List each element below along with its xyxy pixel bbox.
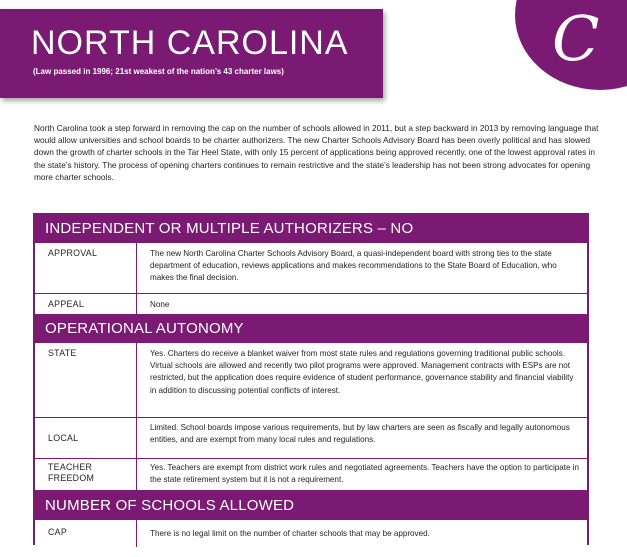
- row-text: None: [150, 300, 170, 309]
- row-label: APPEAL: [35, 294, 137, 314]
- grade-letter: C: [552, 2, 600, 75]
- section-header-authorizers: INDEPENDENT OR MULTIPLE AUTHORIZERS – NO: [35, 215, 587, 243]
- charter-law-table: [33, 213, 589, 545]
- row-label: TEACHER FREEDOM: [35, 459, 137, 490]
- row-label: APPROVAL: [35, 243, 137, 293]
- row-text: Yes. Charters do receive a blanket waiver from most state rules and regulations governing traditional public schools. Virtual schools are allowed and recently two pilot programs were approved. Management contracts with ESPs are not restricted, but the application does require evidence of student performance, governance stability and financial viability in addition to discussing potential conflicts of interest.: [150, 349, 574, 395]
- row-text: Yes. Teachers are exempt from district work rules and negotiated agreements. Teachers have the option to participate in the state retirement system but it is not a requirement.: [150, 463, 580, 485]
- table-row-teacher-freedom: [35, 459, 587, 491]
- table-row-local: [35, 418, 587, 459]
- table-row-cap: [35, 520, 587, 547]
- row-text: The new North Carolina Charter Schools Advisory Board, a quasi-independent board with strong ties to the state department of education, reviews applications and makes recommendations to the State Board of Education, who makes the final decision.: [150, 249, 557, 283]
- page-subtitle: (Law passed in 1996; 21st weakest of the nation’s 43 charter laws): [33, 67, 284, 76]
- row-label: STATE: [35, 343, 137, 417]
- page-title: NORTH CAROLINA: [31, 24, 349, 62]
- row-label: CAP: [35, 520, 137, 547]
- row-label: LOCAL: [35, 418, 137, 458]
- table-row-approval: [35, 243, 587, 294]
- section-header-autonomy: OPERATIONAL AUTONOMY: [35, 315, 587, 343]
- intro-paragraph: North Carolina took a step forward in removing the cap on the number of schools allowed in 2011, but a step backward in 2013 by removing language that would allow universities and school boards to be charter authorizers. The new Charter Schools Advisory Board has been overly political and has slowed down the growth of charter schools in the Tar Heel State, with only 15 percent of applications being approved recently, one of the lowest approval rates in the state’s history. The process of opening charters continues to remain restrictive and the state’s leadership has not been strong advocates for opening more charter schools.: [34, 123, 599, 182]
- table-row-state: [35, 343, 587, 418]
- row-text: Limited. School boards impose various requirements, but by law charters are seen as fiscally and legally autonomous entities, and are exempt from many local rules and regulations.: [150, 423, 570, 445]
- row-text: There is no legal limit on the number of charter schools that may be approved.: [150, 529, 430, 538]
- table-row-appeal: [35, 294, 587, 315]
- section-header-schools-allowed: NUMBER OF SCHOOLS ALLOWED: [35, 491, 587, 520]
